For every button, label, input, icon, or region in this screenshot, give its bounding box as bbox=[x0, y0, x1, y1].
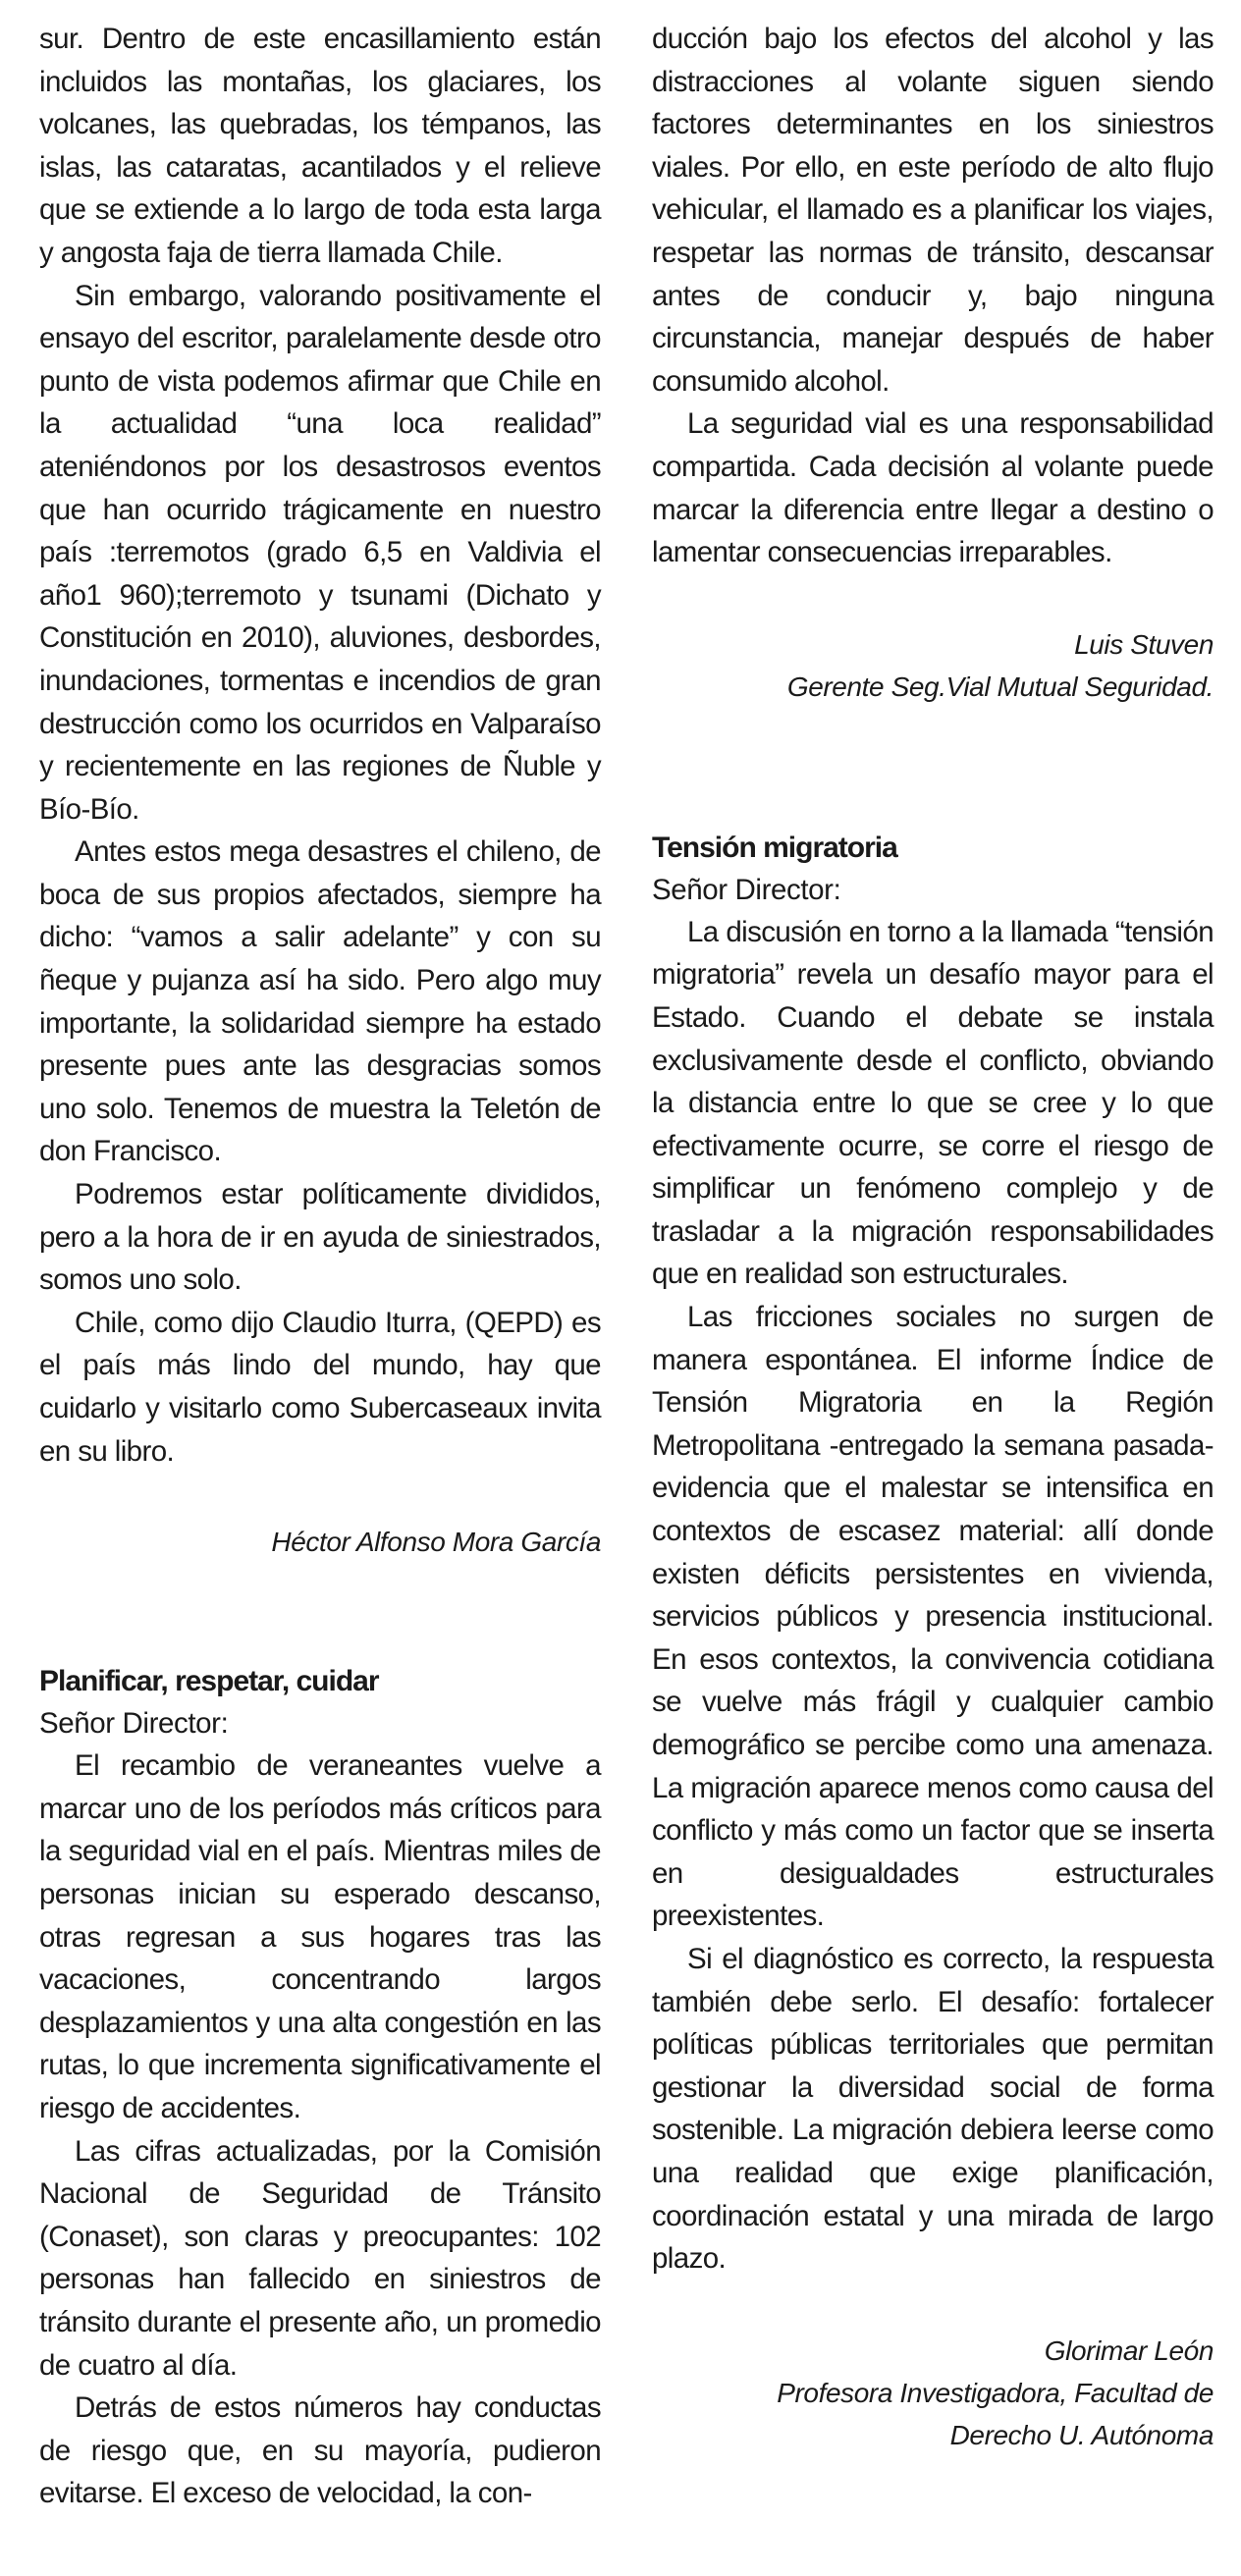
letter-salutation: Señor Director: bbox=[652, 873, 841, 906]
letter-paragraph: El recambio de veraneantes vuelve a marcar uno de los períodos más críticos para la seguridad vial en el país. Mientras miles de personas inician su esperado descanso, otras regresan a sus hogares tras las vacaciones, concentrando largos desplazamientos y una alta congestión en las rutas, lo que incrementa significativamente el riesgo de accidentes. bbox=[39, 1749, 601, 2124]
letter-paragraph: Si el diagnóstico es correcto, la respuesta también debe serlo. El desafío: fortalecer políticas públicas territoriales que permitan gestionar la diversidad social de forma sostenible. La migración debiera leerse como una realidad que exige planificación, coordinación estatal y una mirada de largo plazo. bbox=[652, 1942, 1214, 2276]
letter-tension-migratoria bbox=[652, 828, 1214, 2456]
letter-paragraph: ducción bajo los efectos del alcohol y las distracciones al volante siguen siendo factores determinantes en los siniestros viales. Por ello, en este período de alto flujo vehicular, el llamado es a planificar los viajes, respetar las normas de tránsito, descansar antes de conducir y, bajo ninguna circunstancia, manejar después de haber consumido alcohol. bbox=[652, 23, 1214, 398]
letter-signature: Héctor Alfonso Mora García bbox=[271, 1527, 601, 1558]
letter-paragraph: Sin embargo, valorando positivamente el ensayo del escritor, paralelamente desde otro punto de vista podemos afirmar que Chile en la actualidad “una loca realidad” ateniéndonos por los desastrosos eventos que han ocurrido trágicamente en nuestro país :terremotos (grado 6,5 en Valdivia el año1 960);terremoto y tsunami (Dichato y Constitución en 2010), aluviones, desbordes, inundaciones, tormentas e incendios de gran destrucción como los ocurridos en Valparaíso y recientemente en las regiones de Ñuble y Bío-Bío. bbox=[39, 279, 601, 826]
letter-signature-name: Luis Stuven bbox=[1074, 628, 1214, 660]
letter-chile-desastres bbox=[39, 18, 601, 1563]
letter-planificar bbox=[39, 1661, 601, 2515]
letter-paragraph: Las fricciones sociales no surgen de manera espontánea. El informe Índice de Tensión Migratoria en la Región Metropolitana -entregado la semana pasada- evidencia que el malestar se intensifica en contextos de escasez material: allí donde existen déficits persistentes en vivienda, servicios públicos y presencia institucional. En esos contextos, la convivencia cotidiana se vuelve más frágil y cualquier cambio demográfico se percibe como una amenaza. La migración aparece menos como causa del conflicto y más como un factor que se inserta en desigualdades estructurales preexistentes. bbox=[652, 1301, 1214, 1933]
letter-signature-role: Gerente Seg.Vial Mutual Seguridad. bbox=[786, 671, 1214, 702]
letter-paragraph: Detrás de estos números hay conductas de riesgo que, en su mayoría, pudieron evitarse. El exceso de velocidad, la con- bbox=[39, 2391, 601, 2510]
letter-paragraph: La seguridad vial es una responsabilidad compartida. Cada decisión al volante puede marcar la diferencia entre llegar a destino o lamentar consecuencias irreparables. bbox=[652, 407, 1214, 569]
letter-paragraph: Podremos estar políticamente divididos, pero a la hora de ir en ayuda de siniestrados, somos uno solo. bbox=[39, 1178, 601, 1297]
letter-paragraph: Antes estos mega desastres el chileno, de boca de sus propios afectados, siempre ha dicho: “vamos a salir adelante” y con su ñeque y pujanza así ha sido. Pero algo muy importante, la solidaridad siempre ha estado presente pues ante las desgracias somos uno solo. Tenemos de muestra la Teletón de don Francisco. bbox=[39, 835, 601, 1168]
letter-signature-role: Derecho U. Autónoma bbox=[949, 2419, 1214, 2450]
letter-paragraph: Chile, como dijo Claudio Iturra, (QEPD) es el país más lindo del mundo, hay que cuidarlo y visitarlo como Subercaseaux invita en su libro. bbox=[39, 1306, 601, 1468]
letter-signature-role: Profesora Investigadora, Facultad de bbox=[777, 2377, 1214, 2408]
letter-planificar-continued bbox=[652, 18, 1214, 708]
letter-salutation: Señor Director: bbox=[39, 1707, 229, 1741]
letter-title: Planificar, respetar, cuidar bbox=[39, 1665, 379, 1698]
letter-paragraph: sur. Dentro de este encasillamiento están incluidos las montañas, los glaciares, los volcanes, las quebradas, los témpanos, las islas, las cataratas, acantilados y el relieve que se extiende a lo largo de toda esta larga y angosta faja de tierra llamada Chile. bbox=[39, 23, 601, 269]
letter-paragraph: La discusión en torno a la llamada “tensión migratoria” revela un desafío mayor para el Estado. Cuando el debate se instala exclusivamente desde el conflicto, obviando la distancia entre lo que se cree y lo que efectivamente ocurre, se corre el riesgo de simplificar un fenómeno complejo y de trasladar a la migración responsabilidades que en realidad son estructurales. bbox=[652, 915, 1214, 1291]
right-column bbox=[652, 18, 1214, 2456]
left-column bbox=[39, 18, 601, 2515]
letter-paragraph: Las cifras actualizadas, por la Comisión Nacional de Seguridad de Tránsito (Conaset), son claras y preocupantes: 102 personas han fallecido en siniestros de tránsito durante el presente año, un promedio de cuatro al día. bbox=[39, 2134, 601, 2382]
letter-signature-name: Glorimar León bbox=[1044, 2334, 1214, 2366]
letter-title: Tensión migratoria bbox=[652, 831, 897, 864]
